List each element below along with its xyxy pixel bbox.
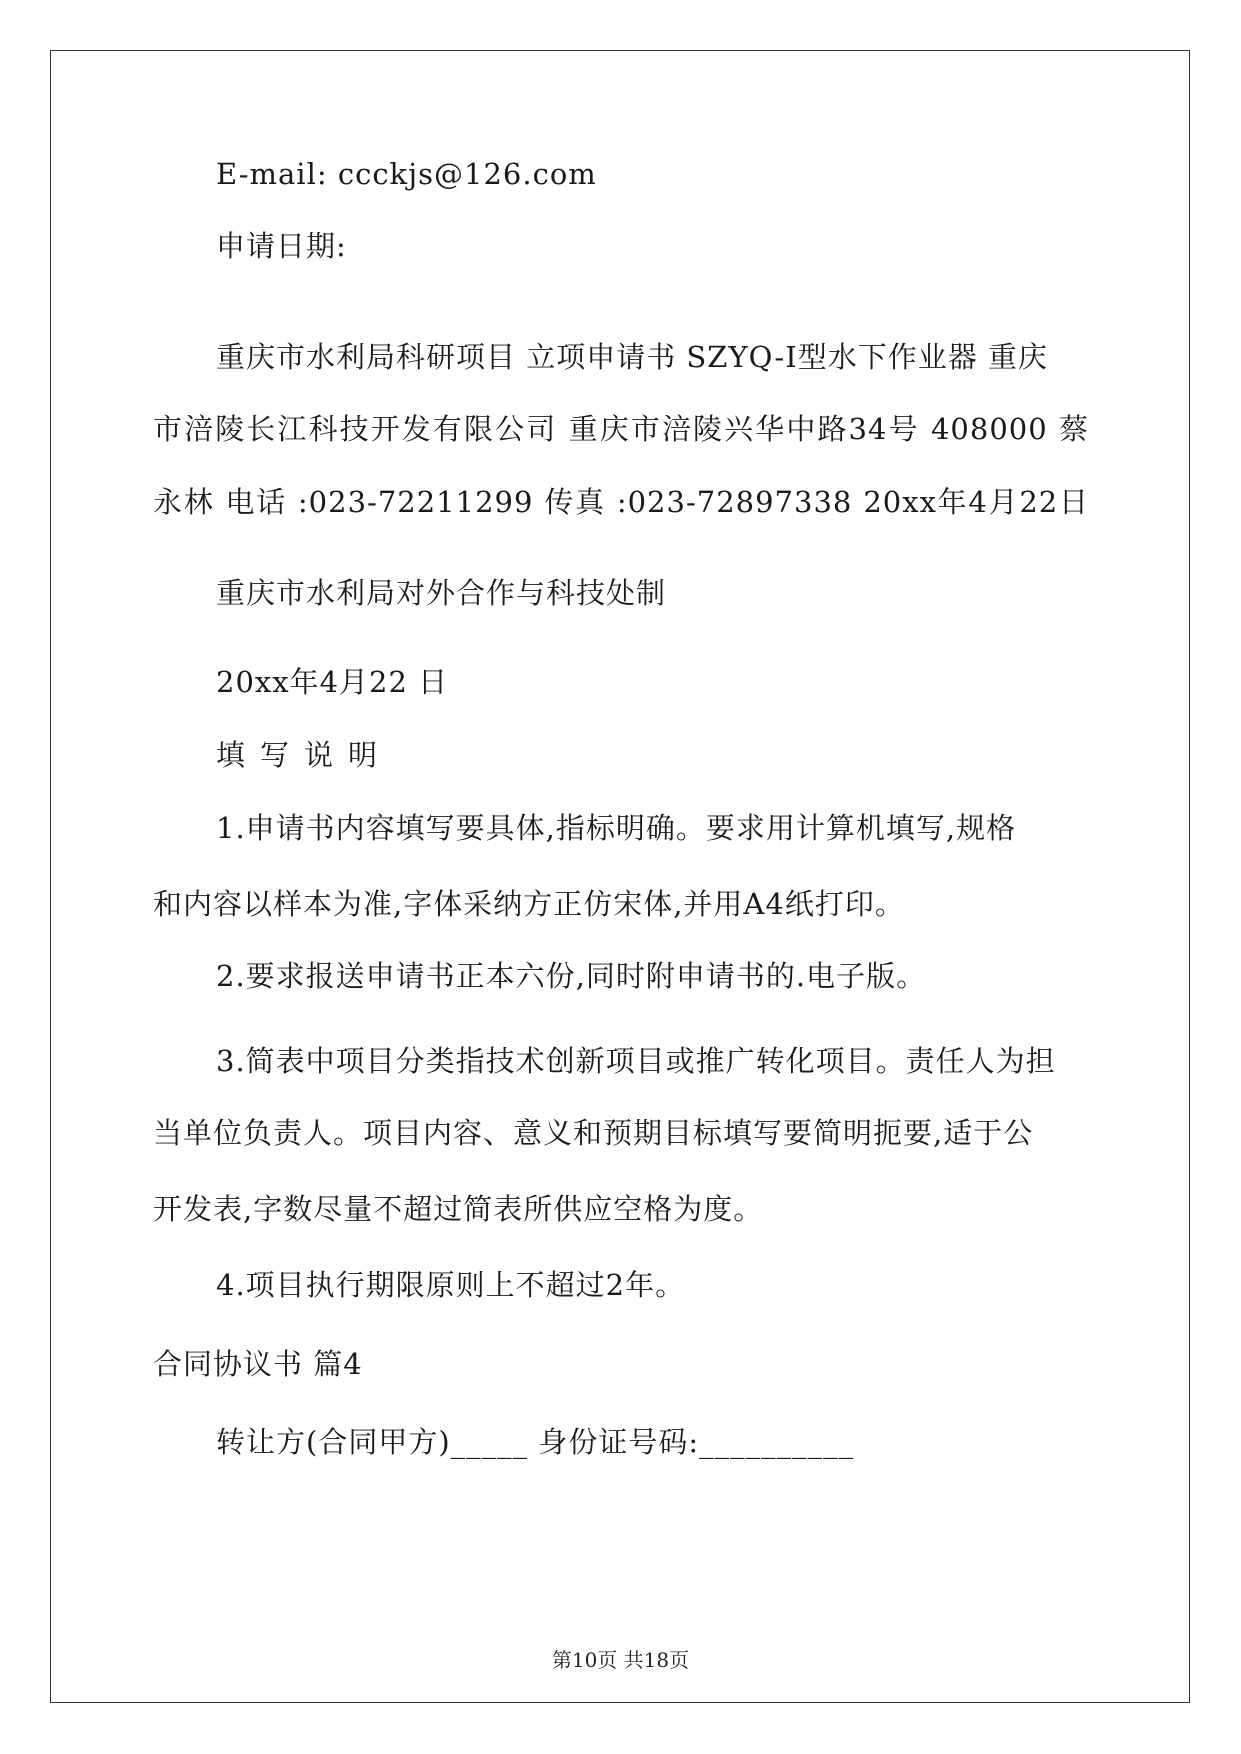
apply-date-line: 申请日期:	[216, 229, 347, 263]
instruction-3-line-2: 当单位负责人。项目内容、意义和预期目标填写要简明扼要,适于公	[153, 1116, 1034, 1150]
issue-date-line: 20xx年4月22 日	[216, 665, 449, 699]
instructions-heading: 填写说明	[216, 738, 393, 772]
page-footer: 第10页 共18页	[551, 1648, 690, 1672]
instruction-4: 4.项目执行期限原则上不超过2年。	[216, 1268, 686, 1302]
summary-line-1: 重庆市水利局科研项目 立项申请书 SZYQ-Ⅰ型水下作业器 重庆	[216, 340, 1048, 374]
transferor-line: 转让方(合同甲方)_____ 身份证号码:__________	[216, 1425, 855, 1459]
instruction-3-line-1: 3.简表中项目分类指技术创新项目或推广转化项目。责任人为担	[216, 1044, 1056, 1078]
issuer-line: 重庆市水利局对外合作与科技处制	[216, 576, 667, 610]
instruction-2: 2.要求报送申请书正本六份,同时附申请书的.电子版。	[216, 959, 927, 993]
instruction-1-line-1: 1.申请书内容填写要具体,指标明确。要求用计算机填写,规格	[216, 811, 1017, 845]
summary-line-3: 永林 电话 :023-72211299 传真 :023-72897338 20xx年4月22日	[153, 485, 1089, 519]
instruction-1-line-2: 和内容以样本为准,字体采纳方正仿宋体,并用A4纸打印。	[153, 887, 905, 921]
email-line: E-mail: ccckjs@126.com	[216, 157, 597, 191]
section-title: 合同协议书 篇4	[153, 1347, 363, 1381]
instruction-3-line-3: 开发表,字数尽量不超过简表所供应空格为度。	[153, 1192, 764, 1226]
summary-line-2: 市涪陵长江科技开发有限公司 重庆市涪陵兴华中路34号 408000 蔡	[153, 412, 1089, 446]
